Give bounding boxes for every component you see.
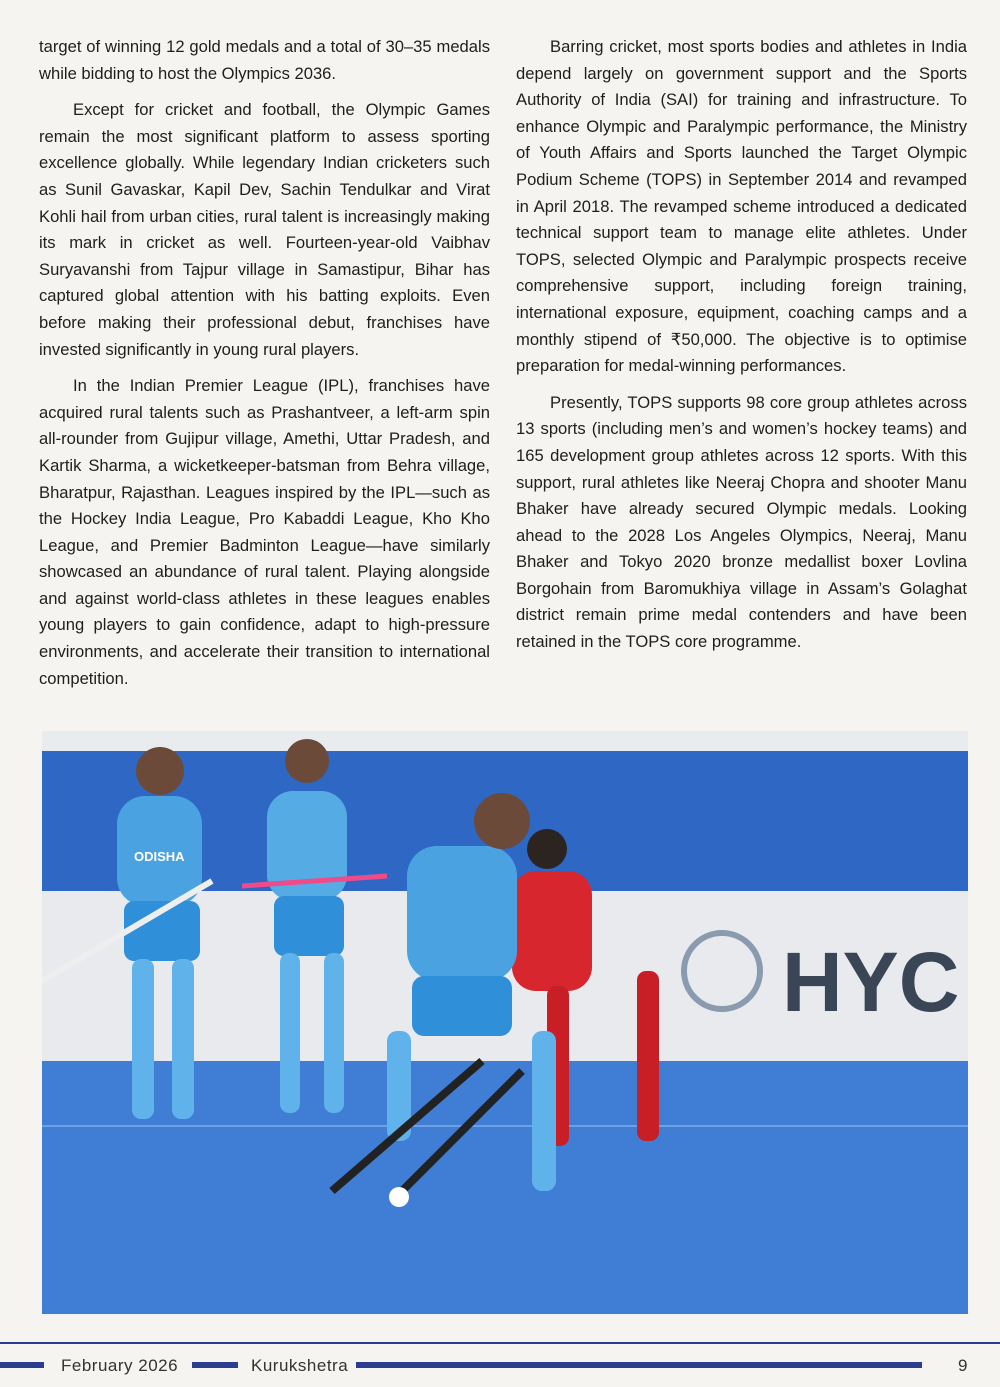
roof-strip: [42, 731, 968, 751]
footer-magazine: Kurukshetra: [251, 1356, 349, 1375]
footer-rule: [192, 1362, 238, 1368]
footer-rule: [356, 1362, 922, 1368]
left-column: [39, 34, 490, 702]
hockey-ball: [389, 1187, 409, 1207]
paragraph: Except for cricket and football, the Olympic Games remain the most significant platform to assess sporting excellence globally. While legendary Indian cricketers such as Sunil Gavaskar, Kapil Dev, Sachin Tendulkar and Virat Kohli hail from urban cities, rural talent is increasingly making its mark in cricket as well. Fourteen-year-old Vaibhav Suryavanshi from Tajpur village in Samastipur, Bihar has captured global attention with his batting exploits. Even before making their professional debut, franchises have invested significantly in young rural players.: [39, 100, 490, 359]
page-footer: [0, 1342, 1000, 1387]
banner-text: HYC: [782, 935, 960, 1029]
footer-issue: February 2026: [61, 1356, 179, 1375]
paragraph: target of winning 12 gold medals and a total of 30–35 medals while bidding to host the Olympics 2036.: [39, 37, 490, 83]
paragraph: Presently, TOPS supports 98 core group athletes across 13 sports (including men’s and women’s hockey teams) and 165 development group athletes across 12 sports. With this support, rural athletes like Neeraj Chopra and shooter Manu Bhaker have already secured Olympic medals. Looking ahead to the 2028 Los Angeles Olympics, Neeraj, Manu Bhaker and Tokyo 2020 bronze medallist boxer Lovlina Borgohain from Baromukhiya village in Assam’s Golaghat district remain prime medal contenders and have been retained in the TOPS core programme.: [516, 392, 967, 652]
hockey-illustration: [42, 731, 968, 1314]
paragraph: In the Indian Premier League (IPL), franchises have acquired rural talents such as Prashantveer, a left-arm spin all-rounder from Gujipur village, Amethi, Uttar Pradesh, and Kartik Sharma, a wicketkeeper-batsman from Behra village, Bharatpur, Rajasthan. Leagues inspired by the IPL—such as the Hockey India League, Pro Kabaddi League, Kho Kho League, and Premier Badminton League—have similarly showcased an abundance of rural talent. Playing alongside and against world-class athletes in these leagues enables young players to gain confidence, adapt to high-pressure environments, and accelerate their transition to international competition.: [39, 376, 490, 688]
page-number: 9: [958, 1356, 968, 1375]
footer-top-rule: [0, 1342, 1000, 1344]
paragraph: Barring cricket, most sports bodies and athletes in India depend largely on government support and the Sports Authority of India (SAI) for training and infrastructure. To enhance Olympic and Paralympic performance, the Ministry of Youth Affairs and Sports launched the Target Olympic Podium Scheme (TOPS) in September 2014 and revamped in April 2018. The revamped scheme introduced a dedicated technical support team to manage elite athletes. Under TOPS, selected Olympic and Paralympic prospects receive comprehensive support, including foreign training, international exposure, equipment, coaching camps and a monthly stipend of ₹50,000. The objective is to optimise preparation for medal-winning performances.: [516, 37, 967, 376]
right-column: [516, 34, 967, 666]
footer-rule: [0, 1362, 44, 1368]
hockey-photo: [42, 731, 968, 1314]
jersey-text: ODISHA: [134, 849, 185, 864]
